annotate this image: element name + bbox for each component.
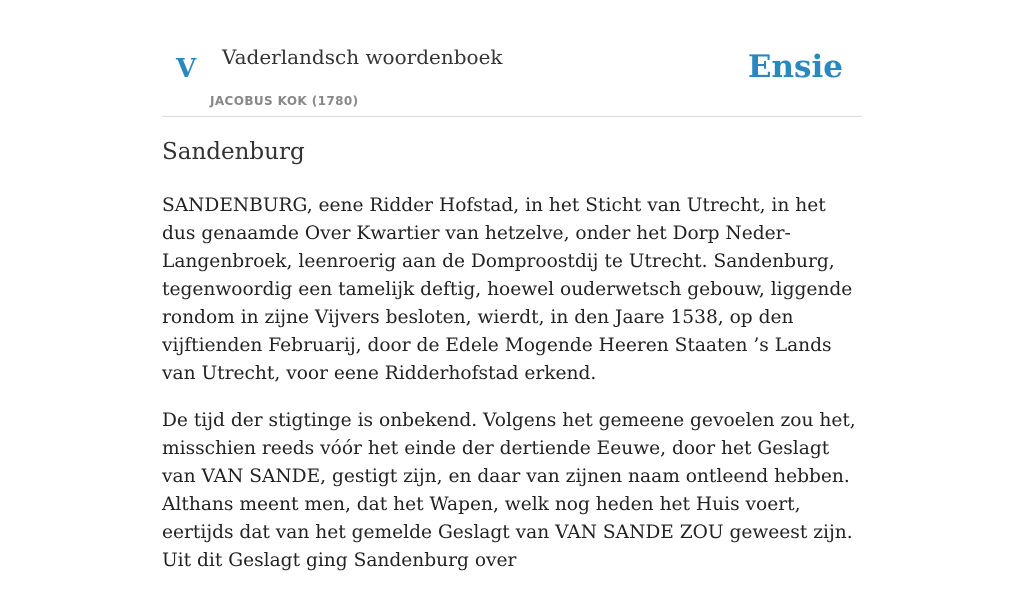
entry-title: Sandenburg bbox=[162, 139, 305, 165]
entry-body bbox=[162, 192, 862, 594]
book-title-link[interactable]: Vaderlandsch woordenboek bbox=[222, 45, 503, 69]
book-author: JACOBUS KOK (1780) bbox=[210, 94, 359, 108]
entry-paragraph: De tijd der stigtinge is onbekend. Volgens het gemeene gevoelen zou het, misschien reeds vóór het einde der dertiende Eeuwe, door het Geslagt van VAN SANDE, gestigt zijn, en daar van zijnen naam ontleend hebben. Althans meent men, dat het Wapen, welk nog heden het Huis voert, eertijds dat van het gemelde Geslagt van VAN SANDE ZOU geweest zijn. Uit dit Geslagt ging Sandenburg over bbox=[162, 410, 856, 571]
page-header bbox=[162, 0, 862, 117]
book-logo-icon[interactable]: V bbox=[176, 54, 197, 84]
ensie-logo-link[interactable]: Ensie bbox=[747, 49, 843, 85]
entry-paragraph: SANDENBURG, eene Ridder Hofstad, in het Sticht van Utrecht, in het dus genaamde Over Kwartier van hetzelve, onder het Dorp Neder-Langenbroek, leenroerig aan de Domproostdij te Utrecht. Sandenburg, tegenwoordig een tamelijk deftig, hoewel ouderwetsch gebouw, liggende rondom in zijne Vijvers besloten, wierdt, in den Jaare 1538, op den vijftienden Februarij, door de Edele Mogende Heeren Staaten ’s Lands van Utrecht, voor eene Ridderhofstad erkend. bbox=[162, 195, 853, 384]
